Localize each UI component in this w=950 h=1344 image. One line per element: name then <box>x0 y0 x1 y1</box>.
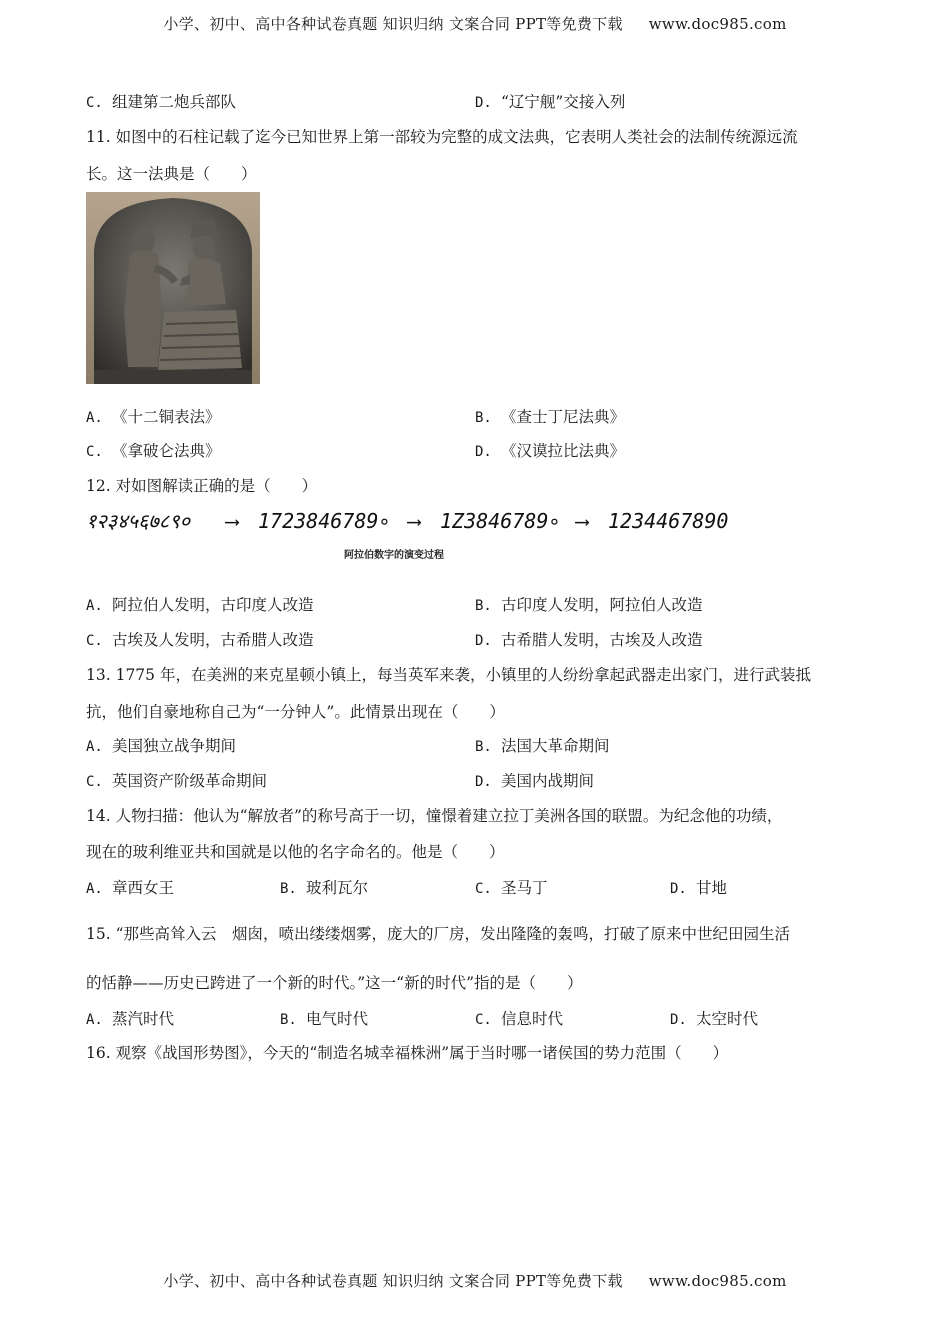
q15-option-d[interactable]: D. 太空时代 <box>670 1010 759 1028</box>
q14-option-c[interactable]: C. 圣马丁 <box>475 879 548 897</box>
numeral-stage-3: 1Z3846789∘ <box>440 509 561 533</box>
q15-option-a[interactable]: A. 蒸汽时代 <box>86 1010 175 1028</box>
evolution-arrow-1: ⟶ <box>226 509 239 533</box>
q12-option-c[interactable]: C. 古埃及人发明，古希腊人改造 <box>86 631 314 649</box>
footer-text: 小学、初中、高中各种试卷真题 知识归纳 文案合同 PPT等免费下载 <box>163 1272 623 1290</box>
page-header <box>0 13 950 34</box>
q15-option-b[interactable]: B. 电气时代 <box>280 1010 369 1028</box>
q12-option-b[interactable]: B. 古印度人发明，阿拉伯人改造 <box>475 596 703 614</box>
q14-option-a[interactable]: A. 章西女王 <box>86 879 175 897</box>
q12-option-a[interactable]: A. 阿拉伯人发明，古印度人改造 <box>86 596 314 614</box>
arabic-numeral-evolution-figure <box>86 500 766 570</box>
q16-stem: 16. 观察《战国形势图》，今天的“制造名城幸福株洲”属于当时哪一诸侯国的势力范围（ ） <box>86 1044 729 1062</box>
numeral-stage-1: १२३४५६७८९० <box>86 509 190 533</box>
q10-option-d[interactable]: D. “辽宁舰”交接入列 <box>475 93 626 111</box>
q13-stem-line1: 13. 1775 年，在美洲的来克星顿小镇上，每当英军来袭，小镇里的人纷纷拿起武器走出家门，进行武装抵 <box>86 666 811 684</box>
q11-stem-line2: 长。这一法典是（ ） <box>86 165 257 183</box>
page-footer <box>0 1270 950 1291</box>
q11-option-d[interactable]: D. 《汉谟拉比法典》 <box>475 442 626 460</box>
header-site: www.doc985.com <box>648 15 787 33</box>
q14-stem-line2: 现在的玻利维亚共和国就是以他的名字命名的。他是（ ） <box>86 843 505 861</box>
hammurabi-stele-image <box>86 192 260 384</box>
q15-stem-line2: 的恬静——历史已跨进了一个新的时代。”这一“新的时代”指的是（ ） <box>86 974 583 992</box>
q12-option-d[interactable]: D. 古希腊人发明，古埃及人改造 <box>475 631 703 649</box>
q12-stem: 12. 对如图解读正确的是（ ） <box>86 477 318 495</box>
q14-option-b[interactable]: B. 玻利瓦尔 <box>280 879 369 897</box>
evolution-arrow-3: ⟶ <box>576 509 589 533</box>
evolution-arrow-2: ⟶ <box>408 509 421 533</box>
q15-stem-line1: 15. “那些高耸入云 烟囱，喷出缕缕烟雾，庞大的厂房，发出隆隆的轰鸣，打破了原来中世纪田园生活 <box>86 925 791 943</box>
q13-option-a[interactable]: A. 美国独立战争期间 <box>86 737 237 755</box>
q15-option-c[interactable]: C. 信息时代 <box>475 1010 564 1028</box>
q13-option-d[interactable]: D. 美国内战期间 <box>475 772 595 790</box>
q11-option-a[interactable]: A. 《十二铜表法》 <box>86 408 221 426</box>
q13-option-b[interactable]: B. 法国大革命期间 <box>475 737 610 755</box>
footer-site: www.doc985.com <box>648 1272 787 1290</box>
q11-option-b[interactable]: B. 《查士丁尼法典》 <box>475 408 626 426</box>
q10-option-c[interactable]: C. 组建第二炮兵部队 <box>86 93 237 111</box>
q13-stem-line2: 抗，他们自豪地称自己为“一分钟人”。此情景出现在（ ） <box>86 703 505 721</box>
q14-option-d[interactable]: D. 甘地 <box>670 879 728 897</box>
q13-option-c[interactable]: C. 英国资产阶级革命期间 <box>86 772 268 790</box>
figure-caption: 阿拉伯数字的演变过程 <box>344 550 444 561</box>
numeral-stage-4: 1234467890 <box>608 509 729 533</box>
numeral-stage-2: 1723846789∘ <box>258 509 391 533</box>
q11-stem-line1: 11. 如图中的石柱记载了迄今已知世界上第一部较为完整的成文法典，它表明人类社会的法制传统源远流 <box>86 128 798 146</box>
q11-option-c[interactable]: C. 《拿破仑法典》 <box>86 442 221 460</box>
header-text: 小学、初中、高中各种试卷真题 知识归纳 文案合同 PPT等免费下载 <box>163 15 623 33</box>
q14-stem-line1: 14. 人物扫描：他认为“解放者”的称号高于一切，憧憬着建立拉丁美洲各国的联盟。为纪念他的功绩， <box>86 807 783 825</box>
